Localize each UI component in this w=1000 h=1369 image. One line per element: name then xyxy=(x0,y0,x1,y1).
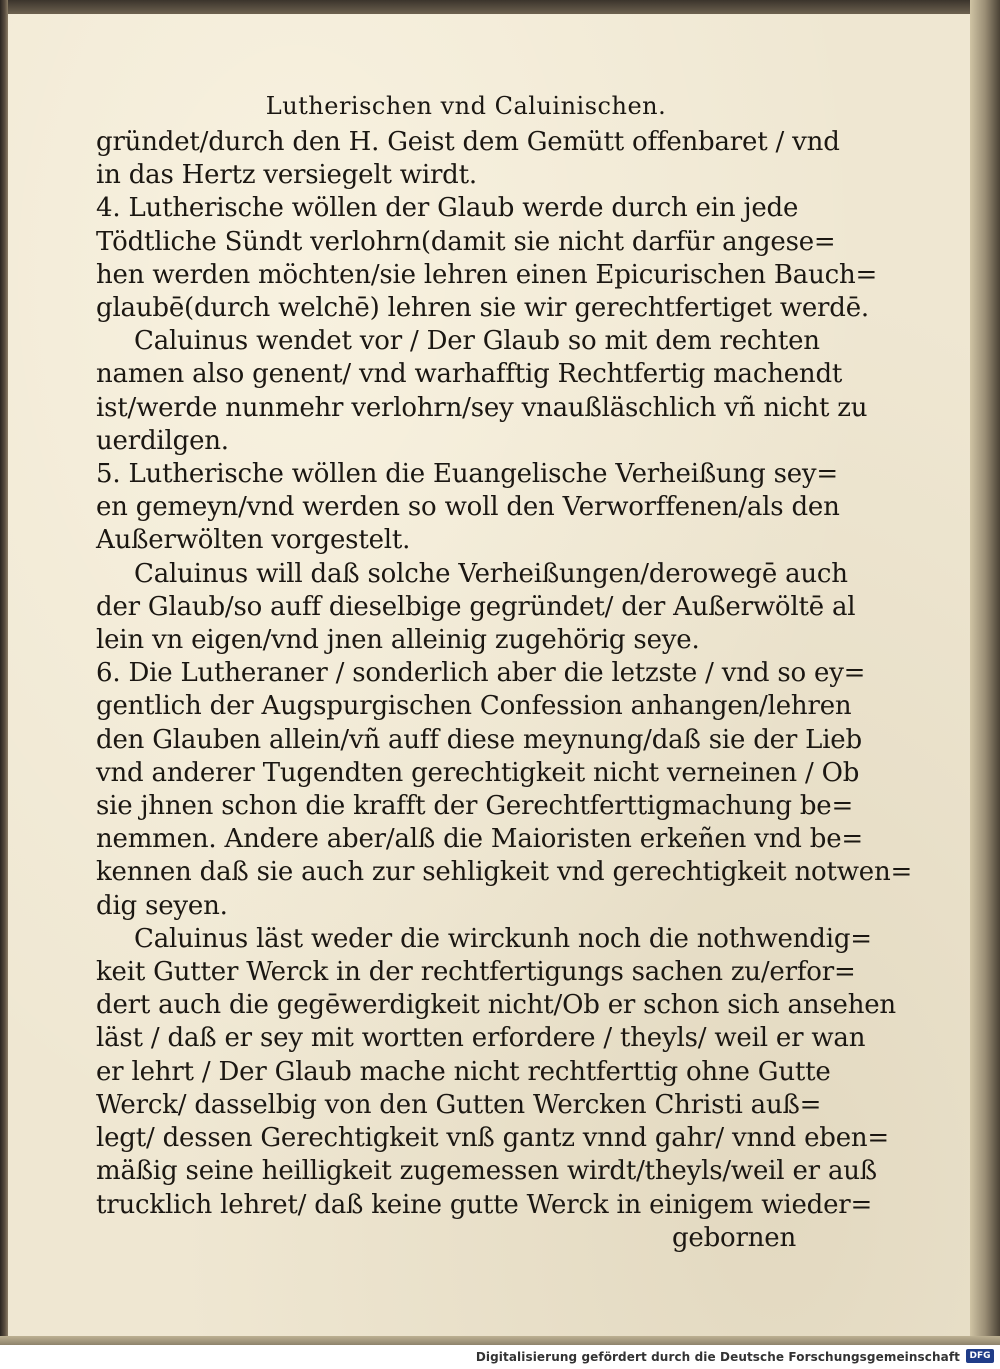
text-line: keit Gutter Werck in der rechtfertigungs sachen zu/erfor= xyxy=(96,957,856,988)
footer-bar xyxy=(0,1345,1000,1369)
scan-edge-right xyxy=(970,0,1000,1345)
scan-edge-top xyxy=(0,0,1000,14)
scan-edge-left xyxy=(0,0,8,1345)
running-head: Lutherischen vnd Caluinischen. xyxy=(265,92,667,120)
text-line: uerdilgen. xyxy=(96,425,229,456)
text-line: sie jhnen schon die krafft der Gerechtferttigmachung be= xyxy=(96,791,854,822)
book-page xyxy=(8,14,970,1336)
text-line: Werck/ dasselbig von den Gutten Wercken Christi auß= xyxy=(96,1089,822,1120)
catchword: gebornen xyxy=(671,1222,796,1253)
text-line: lein vn eigen/vnd jnen alleinig zugehörig seye. xyxy=(96,625,700,656)
text-line: den Glauben allein/vñ auff diese meynung/daß sie der Lieb xyxy=(96,724,862,755)
text-line: dert auch die gegēwerdigkeit nicht/Ob er schon sich ansehen xyxy=(96,990,896,1021)
text-line: en gemeyn/vnd werden so woll den Verworffenen/als den xyxy=(96,492,840,523)
text-line: glaubē(durch welchē) lehren sie wir gerechtfertiget werdē. xyxy=(96,293,869,324)
text-line: mäßig seine heilligkeit zugemessen wirdt/theyls/weil er auß xyxy=(96,1156,877,1187)
text-line: legt/ dessen Gerechtigkeit vnß gantz vnnd gahr/ vnnd eben= xyxy=(96,1123,890,1154)
text-line: dig seyen. xyxy=(96,890,228,921)
text-line: Caluinus läst weder die wirckunh noch die nothwendig= xyxy=(134,923,872,954)
text-line: gründet/durch den H. Geist dem Gemütt offenbaret / vnd xyxy=(96,127,840,157)
text-line: 6. Die Lutheraner / sonderlich aber die letzste / vnd so ey= xyxy=(96,658,866,689)
text-line: Tödtliche Sündt verlohrn(damit sie nicht darfür angese= xyxy=(96,226,836,257)
text-line: gentlich der Augspurgischen Confession anhangen/lehren xyxy=(96,691,852,722)
text-line: Caluinus will daß solche Verheißungen/derowegē auch xyxy=(134,558,848,589)
text-line: er lehrt / Der Glaub mache nicht rechtferttig ohne Gutte xyxy=(96,1056,831,1087)
text-line: in das Hertz versiegelt wirdt. xyxy=(96,160,477,191)
text-line: läst / daß er sey mit wortten erfordere / theyls/ weil er wan xyxy=(96,1023,866,1054)
funding-credit: Digitalisierung gefördert durch die Deutsche Forschungsgemeinschaft xyxy=(475,1350,960,1364)
text-line: 5. Lutherische wöllen die Euangelische Verheißung sey= xyxy=(96,459,839,490)
text-line: kennen daß sie auch zur sehligkeit vnd gerechtigkeit notwen= xyxy=(96,857,913,888)
text-line: hen werden möchten/sie lehren einen Epicurischen Bauch= xyxy=(96,259,878,290)
dfg-logo: DFG xyxy=(966,1349,994,1363)
text-block xyxy=(96,86,913,1255)
text-line: Caluinus wendet vor / Der Glaub so mit dem rechten xyxy=(134,326,820,357)
text-line: ist/werde nunmehr verlohrn/sey vnaußläschlich vñ nicht zu xyxy=(96,392,868,423)
text-line: Außerwölten vorgestelt. xyxy=(96,525,411,556)
text-line: vnd anderer Tugendten gerechtigkeit nicht verneinen / Ob xyxy=(96,757,860,788)
text-line: namen also genent/ vnd warhafftig Rechtfertig machendt xyxy=(96,359,843,390)
text-line: der Glaub/so auff dieselbige gegründet/ der Außerwöltē al xyxy=(96,591,856,622)
text-line: 4. Lutherische wöllen der Glaub werde durch ein jede xyxy=(96,193,799,224)
text-line: trucklich lehret/ daß keine gutte Werck in einigem wieder= xyxy=(96,1189,873,1220)
scan-edge-bottom xyxy=(0,1336,1000,1345)
text-line: nemmen. Andere aber/alß die Maioristen erkeñen vnd be= xyxy=(96,824,863,855)
